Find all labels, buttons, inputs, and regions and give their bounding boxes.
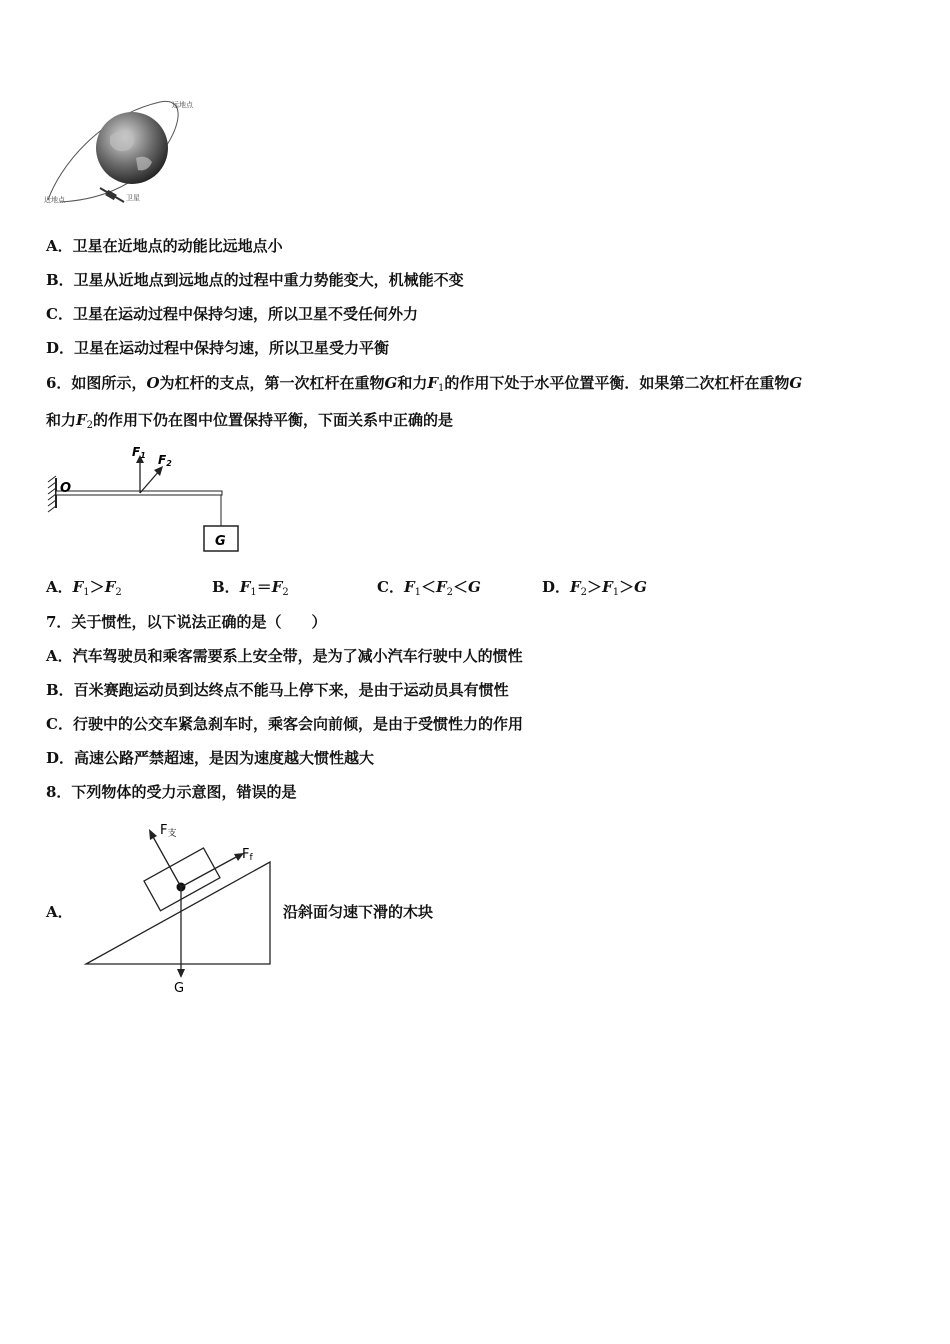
- incline-force-figure: [80, 818, 280, 998]
- satellite-label: 卫星: [126, 194, 140, 202]
- f2-label: F2: [158, 453, 172, 468]
- q6-option-c: C．$F_1<F_2<G$: [377, 578, 481, 598]
- satellite-icon: [100, 188, 124, 202]
- q7-option-d: D．高速公路严禁超速，是因为速度越大惯性越大: [46, 749, 375, 767]
- wooden-block: [144, 848, 220, 911]
- far-point-label: 远地点: [172, 101, 193, 109]
- q8-stem: 8．下列物体的受力示意图，错误的是: [46, 783, 297, 801]
- friction-label: Ff: [242, 847, 253, 863]
- q7-option-a: A．汽车驾驶员和乘客需要系上安全带，是为了减小汽车行驶中人的惯性: [46, 647, 523, 665]
- q5-option-a: A．卫星在近地点的动能比远地点小: [46, 237, 283, 255]
- normal-force-label: F支: [160, 823, 177, 839]
- earth-globe: [96, 112, 168, 184]
- gravity-label: G: [174, 981, 185, 996]
- satellite-orbit-figure: [40, 96, 210, 216]
- force-f2-arrow: [140, 470, 160, 493]
- weight-label: G: [215, 534, 226, 549]
- q5-option-d: D．卫星在运动过程中保持匀速，所以卫星受力平衡: [46, 339, 390, 357]
- q5-option-b: B．卫星从近地点到远地点的过程中重力势能变大，机械能不变: [46, 271, 464, 289]
- lever-bar: [56, 491, 222, 495]
- wall-hatch: [48, 476, 56, 512]
- q7-option-b: B．百米赛跑运动员到达终点不能马上停下来，是由于运动员具有惯性: [46, 681, 509, 699]
- q8-option-a-caption: 沿斜面匀速下滑的木块: [283, 903, 434, 921]
- q6-option-d: D．$F_2>F_1>G$: [542, 578, 647, 598]
- q8-option-a-label: A．: [46, 903, 73, 921]
- q6-option-a: A．$F_1>F_2$: [46, 578, 122, 598]
- q6-option-b: B．$F_1=F_2$: [212, 578, 289, 598]
- q6-stem-line1: 6．如图所示，O为杠杆的支点，第一次杠杆在重物G和力$F_1$的作用下处于水平位置平衡．如果第二次杠杆在重物G: [46, 374, 803, 394]
- q5-option-c: C．卫星在运动过程中保持匀速，所以卫星不受任何外力: [46, 305, 418, 323]
- q7-option-c: C．行驶中的公交车紧急刹车时，乘客会向前倾，是由于受惯性力的作用: [46, 715, 523, 733]
- near-point-label: 近地点: [44, 196, 65, 204]
- lever-figure: [44, 446, 254, 556]
- pivot-label: O: [60, 481, 72, 496]
- q6-stem-line2: 和力$F_2$的作用下仍在图中位置保持平衡，下面关系中正确的是: [46, 411, 454, 431]
- q7-stem: 7．关于惯性，以下说法正确的是（ ）: [46, 613, 327, 631]
- f1-label: F1: [132, 445, 146, 460]
